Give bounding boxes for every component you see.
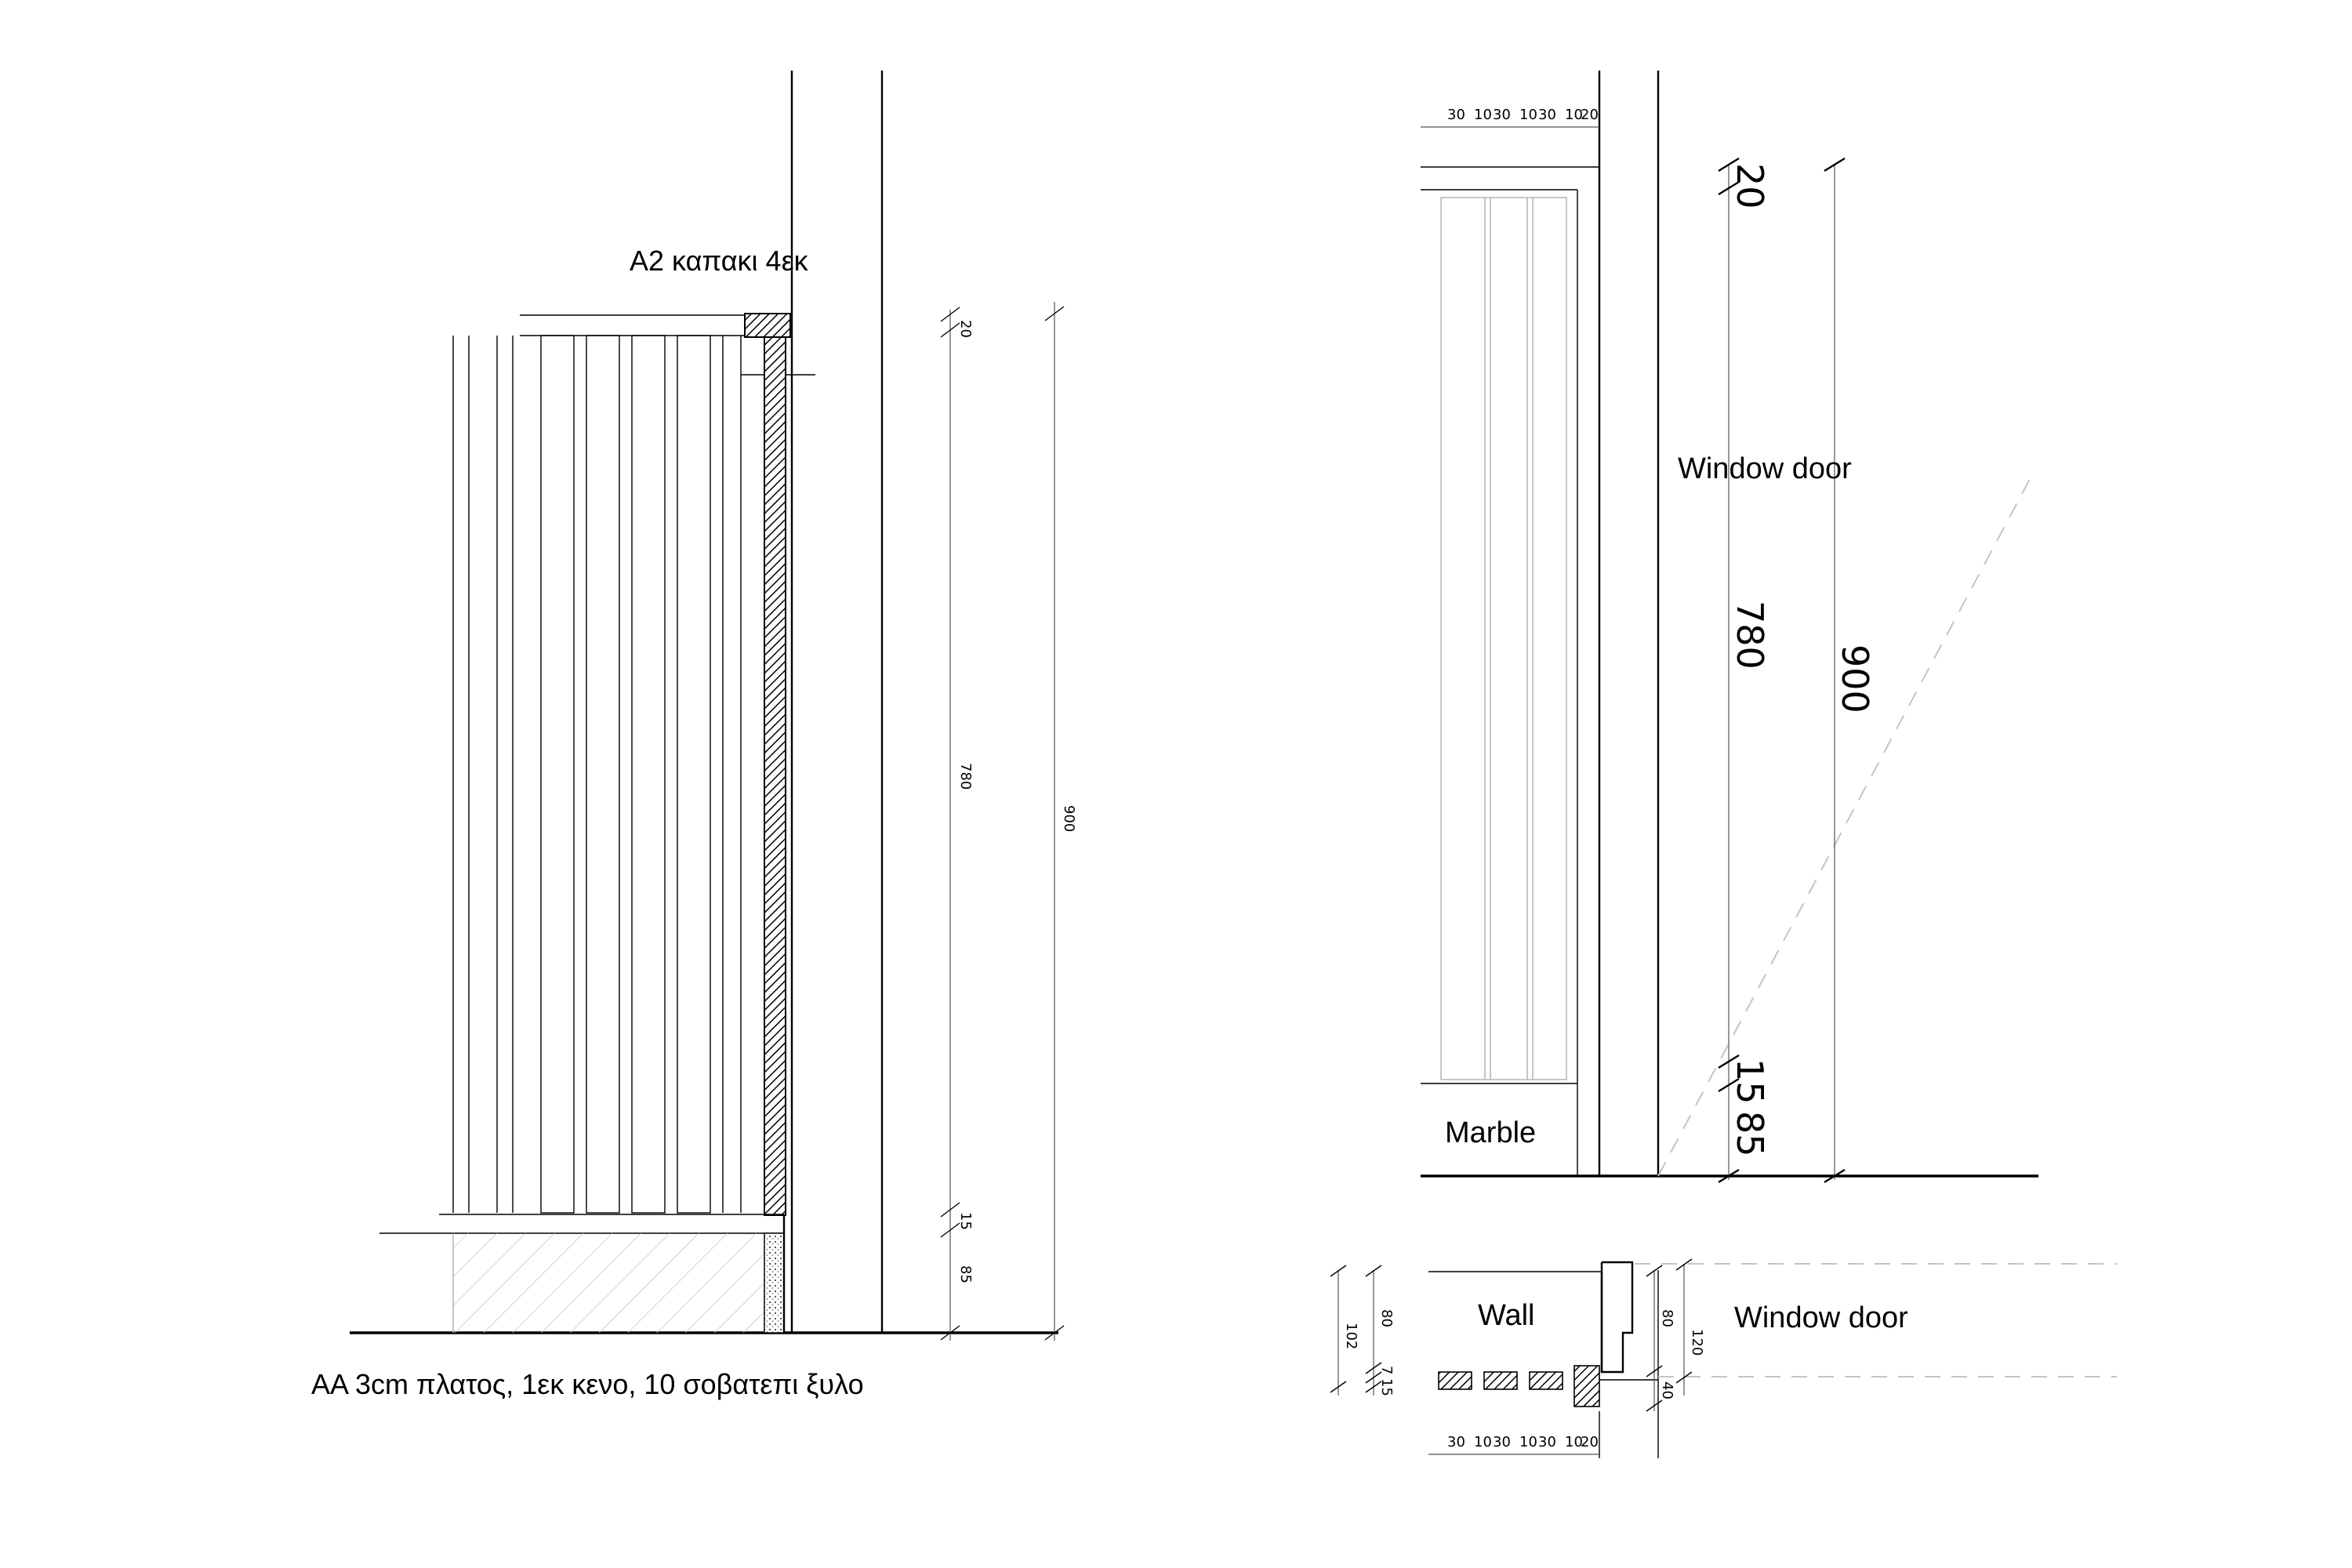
- cap-label: Α2 καπακι 4εκ: [630, 245, 808, 277]
- right-dim-15: 15: [1729, 1058, 1771, 1105]
- bottom-strip-20: 20: [1581, 1434, 1599, 1450]
- plan-dim-80: 80: [1378, 1309, 1395, 1327]
- right-dim-85: 85: [1729, 1111, 1771, 1157]
- right-plan-drawing: [1330, 1259, 2117, 1458]
- wall-label: Wall: [1478, 1299, 1535, 1332]
- top-strip-30a: 30: [1447, 107, 1465, 123]
- bottom-strip-10a: 10: [1474, 1434, 1492, 1450]
- bottom-strip-30a: 30: [1447, 1434, 1465, 1450]
- plan-window-door-label: Window door: [1734, 1301, 1908, 1334]
- top-strip-10a: 10: [1474, 107, 1492, 123]
- left-dim-85: 85: [957, 1265, 974, 1283]
- marble-label: Marble: [1445, 1116, 1537, 1149]
- right-dim-20: 20: [1729, 163, 1771, 209]
- plan-dim-40: 40: [1659, 1381, 1675, 1399]
- top-strip-30c: 30: [1538, 107, 1556, 123]
- top-strip-10b: 10: [1519, 107, 1537, 123]
- plan-dim-15: 15: [1378, 1378, 1395, 1396]
- window-door-label: Window door: [1678, 452, 1852, 485]
- plan-dim-102: 102: [1343, 1323, 1359, 1350]
- bottom-strip-30b: 30: [1493, 1434, 1511, 1450]
- top-strip-30b: 30: [1493, 107, 1511, 123]
- right-dim-900: 900: [1834, 644, 1876, 713]
- bottom-strip-30c: 30: [1538, 1434, 1556, 1450]
- left-dim-20: 20: [957, 320, 974, 338]
- left-dim-780: 780: [957, 763, 974, 790]
- left-dim-15: 15: [957, 1212, 974, 1230]
- section-label: ΑΑ 3cm πλατος, 1εκ κενο, 10 σοβατεπι ξυλο: [311, 1368, 864, 1400]
- right-dim-780: 780: [1729, 601, 1771, 670]
- bottom-strip-10b: 10: [1519, 1434, 1537, 1450]
- top-strip-20: 20: [1581, 107, 1599, 123]
- plan-dim-120: 120: [1689, 1329, 1705, 1356]
- plan-dim-7: 7: [1378, 1366, 1395, 1375]
- left-dim-900: 900: [1061, 805, 1077, 833]
- top-strip-10c: 10: [1565, 107, 1583, 123]
- bottom-strip-10c: 10: [1565, 1434, 1583, 1450]
- plan-dim-80b: 80: [1659, 1309, 1675, 1327]
